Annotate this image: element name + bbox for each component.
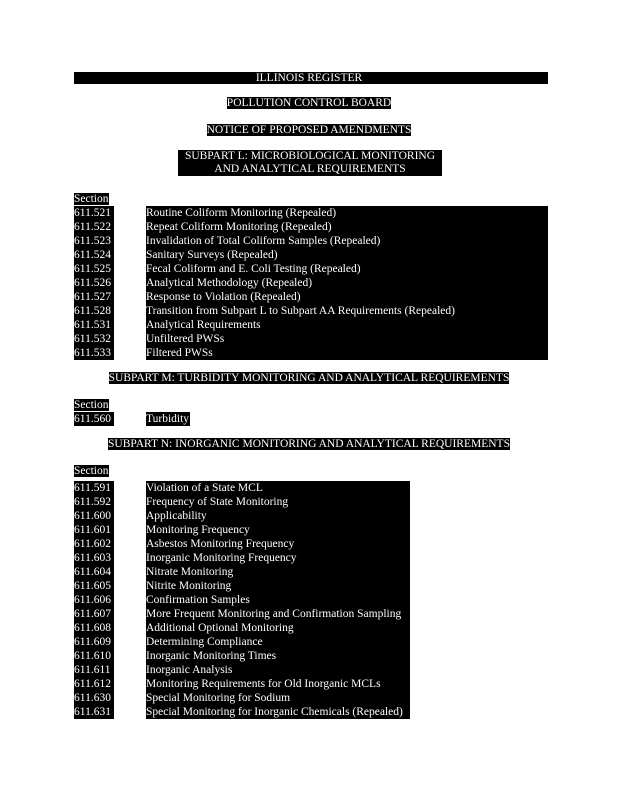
- section-title: Violation of a State MCL: [146, 481, 410, 495]
- section-title: Unfiltered PWSs: [146, 332, 548, 346]
- section-number: 611.533: [74, 346, 114, 360]
- section-number: 611.603: [74, 551, 114, 565]
- section-number: 611.592: [74, 495, 114, 509]
- section-title: Asbestos Monitoring Frequency: [146, 537, 410, 551]
- section-title: Routine Coliform Monitoring (Repealed): [146, 206, 548, 220]
- notice-title: NOTICE OF PROPOSED AMENDMENTS: [206, 124, 412, 136]
- section-title: Monitoring Requirements for Old Inorganic MCLs: [146, 677, 410, 691]
- section-number: 611.521: [74, 206, 114, 220]
- subpart-l-title-line2: AND ANALYTICAL REQUIREMENTS: [214, 163, 406, 175]
- section-number: 611.523: [74, 234, 114, 248]
- section-title: Inorganic Monitoring Times: [146, 649, 410, 663]
- section-number: 611.531: [74, 318, 114, 332]
- section-title: Inorganic Analysis: [146, 663, 410, 677]
- section-label-n: Section: [74, 465, 109, 477]
- section-number: 611.602: [74, 537, 114, 551]
- section-title: Frequency of State Monitoring: [146, 495, 410, 509]
- section-title: Nitrite Monitoring: [146, 579, 410, 593]
- section-number: 611.591: [74, 481, 114, 495]
- board-title: POLLUTION CONTROL BOARD: [226, 97, 392, 109]
- section-number: 611.609: [74, 635, 114, 649]
- section-title: Special Monitoring for Sodium: [146, 691, 410, 705]
- section-title: Applicability: [146, 509, 410, 523]
- section-title: Sanitary Surveys (Repealed): [146, 248, 548, 262]
- section-title: Additional Optional Monitoring: [146, 621, 410, 635]
- section-number: 611.607: [74, 607, 114, 621]
- section-title: Analytical Requirements: [146, 318, 548, 332]
- subpart-m-title: SUBPART M: TURBIDITY MONITORING AND ANALYTICAL REQUIREMENTS: [108, 372, 510, 384]
- section-label-m: Section: [74, 399, 109, 411]
- section-title: Repeat Coliform Monitoring (Repealed): [146, 220, 548, 234]
- subpart-n-title: SUBPART N: INORGANIC MONITORING AND ANALYTICAL REQUIREMENTS: [108, 438, 510, 450]
- section-number: 611.606: [74, 593, 114, 607]
- section-title: Response to Violation (Repealed): [146, 290, 548, 304]
- section-number: 611.605: [74, 579, 114, 593]
- section-title: Nitrate Monitoring: [146, 565, 410, 579]
- section-title: Monitoring Frequency: [146, 523, 410, 537]
- section-number: 611.604: [74, 565, 114, 579]
- section-title: Invalidation of Total Coliform Samples (Repealed): [146, 234, 548, 248]
- section-title: Determining Compliance: [146, 635, 410, 649]
- section-number: 611.560: [74, 412, 114, 426]
- section-number: 611.525: [74, 262, 114, 276]
- section-title: Fecal Coliform and E. Coli Testing (Repealed): [146, 262, 548, 276]
- section-number: 611.612: [74, 677, 114, 691]
- section-title: Special Monitoring for Inorganic Chemicals (Repealed): [146, 705, 410, 719]
- section-number: 611.532: [74, 332, 114, 346]
- section-title: Turbidity: [146, 413, 190, 425]
- section-title: Inorganic Monitoring Frequency: [146, 551, 410, 565]
- section-number: 611.611: [74, 663, 114, 677]
- register-title: ILLINOIS REGISTER: [255, 72, 363, 84]
- section-number: 611.631: [74, 705, 114, 719]
- section-label-l: Section: [74, 193, 109, 205]
- section-title: Filtered PWSs: [146, 346, 548, 360]
- section-number: 611.526: [74, 276, 114, 290]
- section-title: More Frequent Monitoring and Confirmation Sampling: [146, 607, 410, 621]
- section-number: 611.600: [74, 509, 114, 523]
- section-number: 611.630: [74, 691, 114, 705]
- section-number: 611.527: [74, 290, 114, 304]
- section-number: 611.522: [74, 220, 114, 234]
- section-title: Analytical Methodology (Repealed): [146, 276, 548, 290]
- section-title: Transition from Subpart L to Subpart AA Requirements (Repealed): [146, 304, 548, 318]
- section-number: 611.528: [74, 304, 114, 318]
- subpart-l-title-line1: SUBPART L: MICROBIOLOGICAL MONITORING: [184, 150, 436, 162]
- subpart-l-title: [178, 150, 442, 176]
- section-title: Confirmation Samples: [146, 593, 410, 607]
- section-number: 611.610: [74, 649, 114, 663]
- section-number: 611.601: [74, 523, 114, 537]
- section-number: 611.608: [74, 621, 114, 635]
- section-number: 611.524: [74, 248, 114, 262]
